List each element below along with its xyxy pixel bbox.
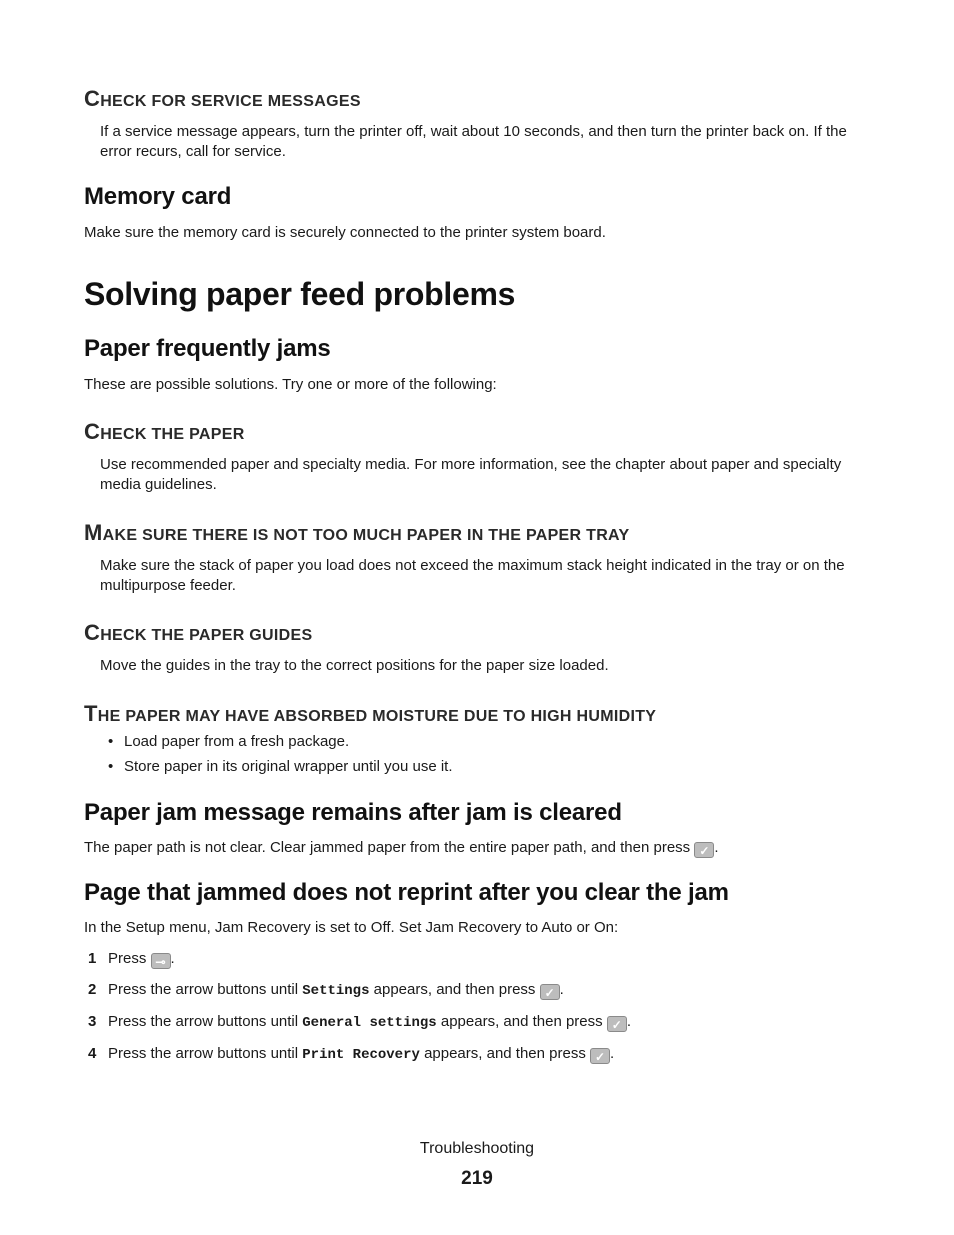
jam-message-remains-text: The paper path is not clear. Clear jammed paper from the entire paper path, and then press ✓ .	[84, 839, 719, 858]
step-3: 3 Press the arrow buttons until General settings appears, and then press ✓ .	[88, 1013, 631, 1032]
step-2: 2 Press the arrow buttons until Settings appears, and then press ✓ .	[88, 981, 564, 1000]
subheading-service-messages: CHECK FOR SERVICE MESSAGES	[84, 86, 361, 111]
too-much-paper-text: Make sure the stack of paper you load does not exceed the maximum stack height indicated in the tray or on the multipurpose feeder.	[100, 557, 845, 594]
subheading-check-paper: CHECK THE PAPER	[84, 419, 245, 444]
service-messages-text: If a service message appears, turn the printer off, wait about 10 seconds, and then turn the printer back on. If the error recurs, call for service.	[100, 123, 847, 160]
select-check-icon: ✓	[540, 984, 560, 1000]
subheading-too-much-paper: MAKE SURE THERE IS NOT TOO MUCH PAPER IN THE PAPER TRAY	[84, 520, 630, 545]
step-1: 1 Press ⊸ .	[88, 950, 175, 969]
heading-jam-message-remains: Paper jam message remains after jam is cleared	[84, 799, 622, 826]
heading-paper-frequently-jams: Paper frequently jams	[84, 335, 331, 362]
heading-solving-paper-feed: Solving paper feed problems	[84, 276, 516, 312]
footer-chapter: Troubleshooting	[419, 1140, 535, 1157]
paper-guides-text: Move the guides in the tray to the correct positions for the paper size loaded.	[100, 657, 609, 674]
subheading-moisture: THE PAPER MAY HAVE ABSORBED MOISTURE DUE TO HIGH HUMIDITY	[84, 701, 657, 726]
subheading-paper-guides: CHECK THE PAPER GUIDES	[84, 620, 313, 645]
menu-key-icon: ⊸	[151, 953, 171, 969]
reprint-intro-text: In the Setup menu, Jam Recovery is set to Off. Set Jam Recovery to Auto or On:	[84, 919, 619, 936]
bullet-icon: •	[108, 758, 114, 775]
select-check-icon: ✓	[590, 1048, 610, 1064]
step-4: 4 Press the arrow buttons until Print Recovery appears, and then press ✓ .	[88, 1045, 615, 1064]
page-number: 219	[461, 1168, 493, 1189]
heading-memory-card: Memory card	[84, 183, 232, 210]
jams-intro-text: These are possible solutions. Try one or more of the following:	[84, 376, 497, 393]
select-check-icon: ✓	[607, 1016, 627, 1032]
heading-does-not-reprint: Page that jammed does not reprint after you clear the jam	[84, 879, 729, 906]
check-paper-text: Use recommended paper and specialty media. For more information, see the chapter about paper and specialty media guidelines.	[100, 456, 842, 493]
bullet-icon: •	[108, 733, 114, 750]
select-check-icon: ✓	[694, 842, 714, 858]
memory-card-text: Make sure the memory card is securely connected to the printer system board.	[84, 224, 606, 241]
